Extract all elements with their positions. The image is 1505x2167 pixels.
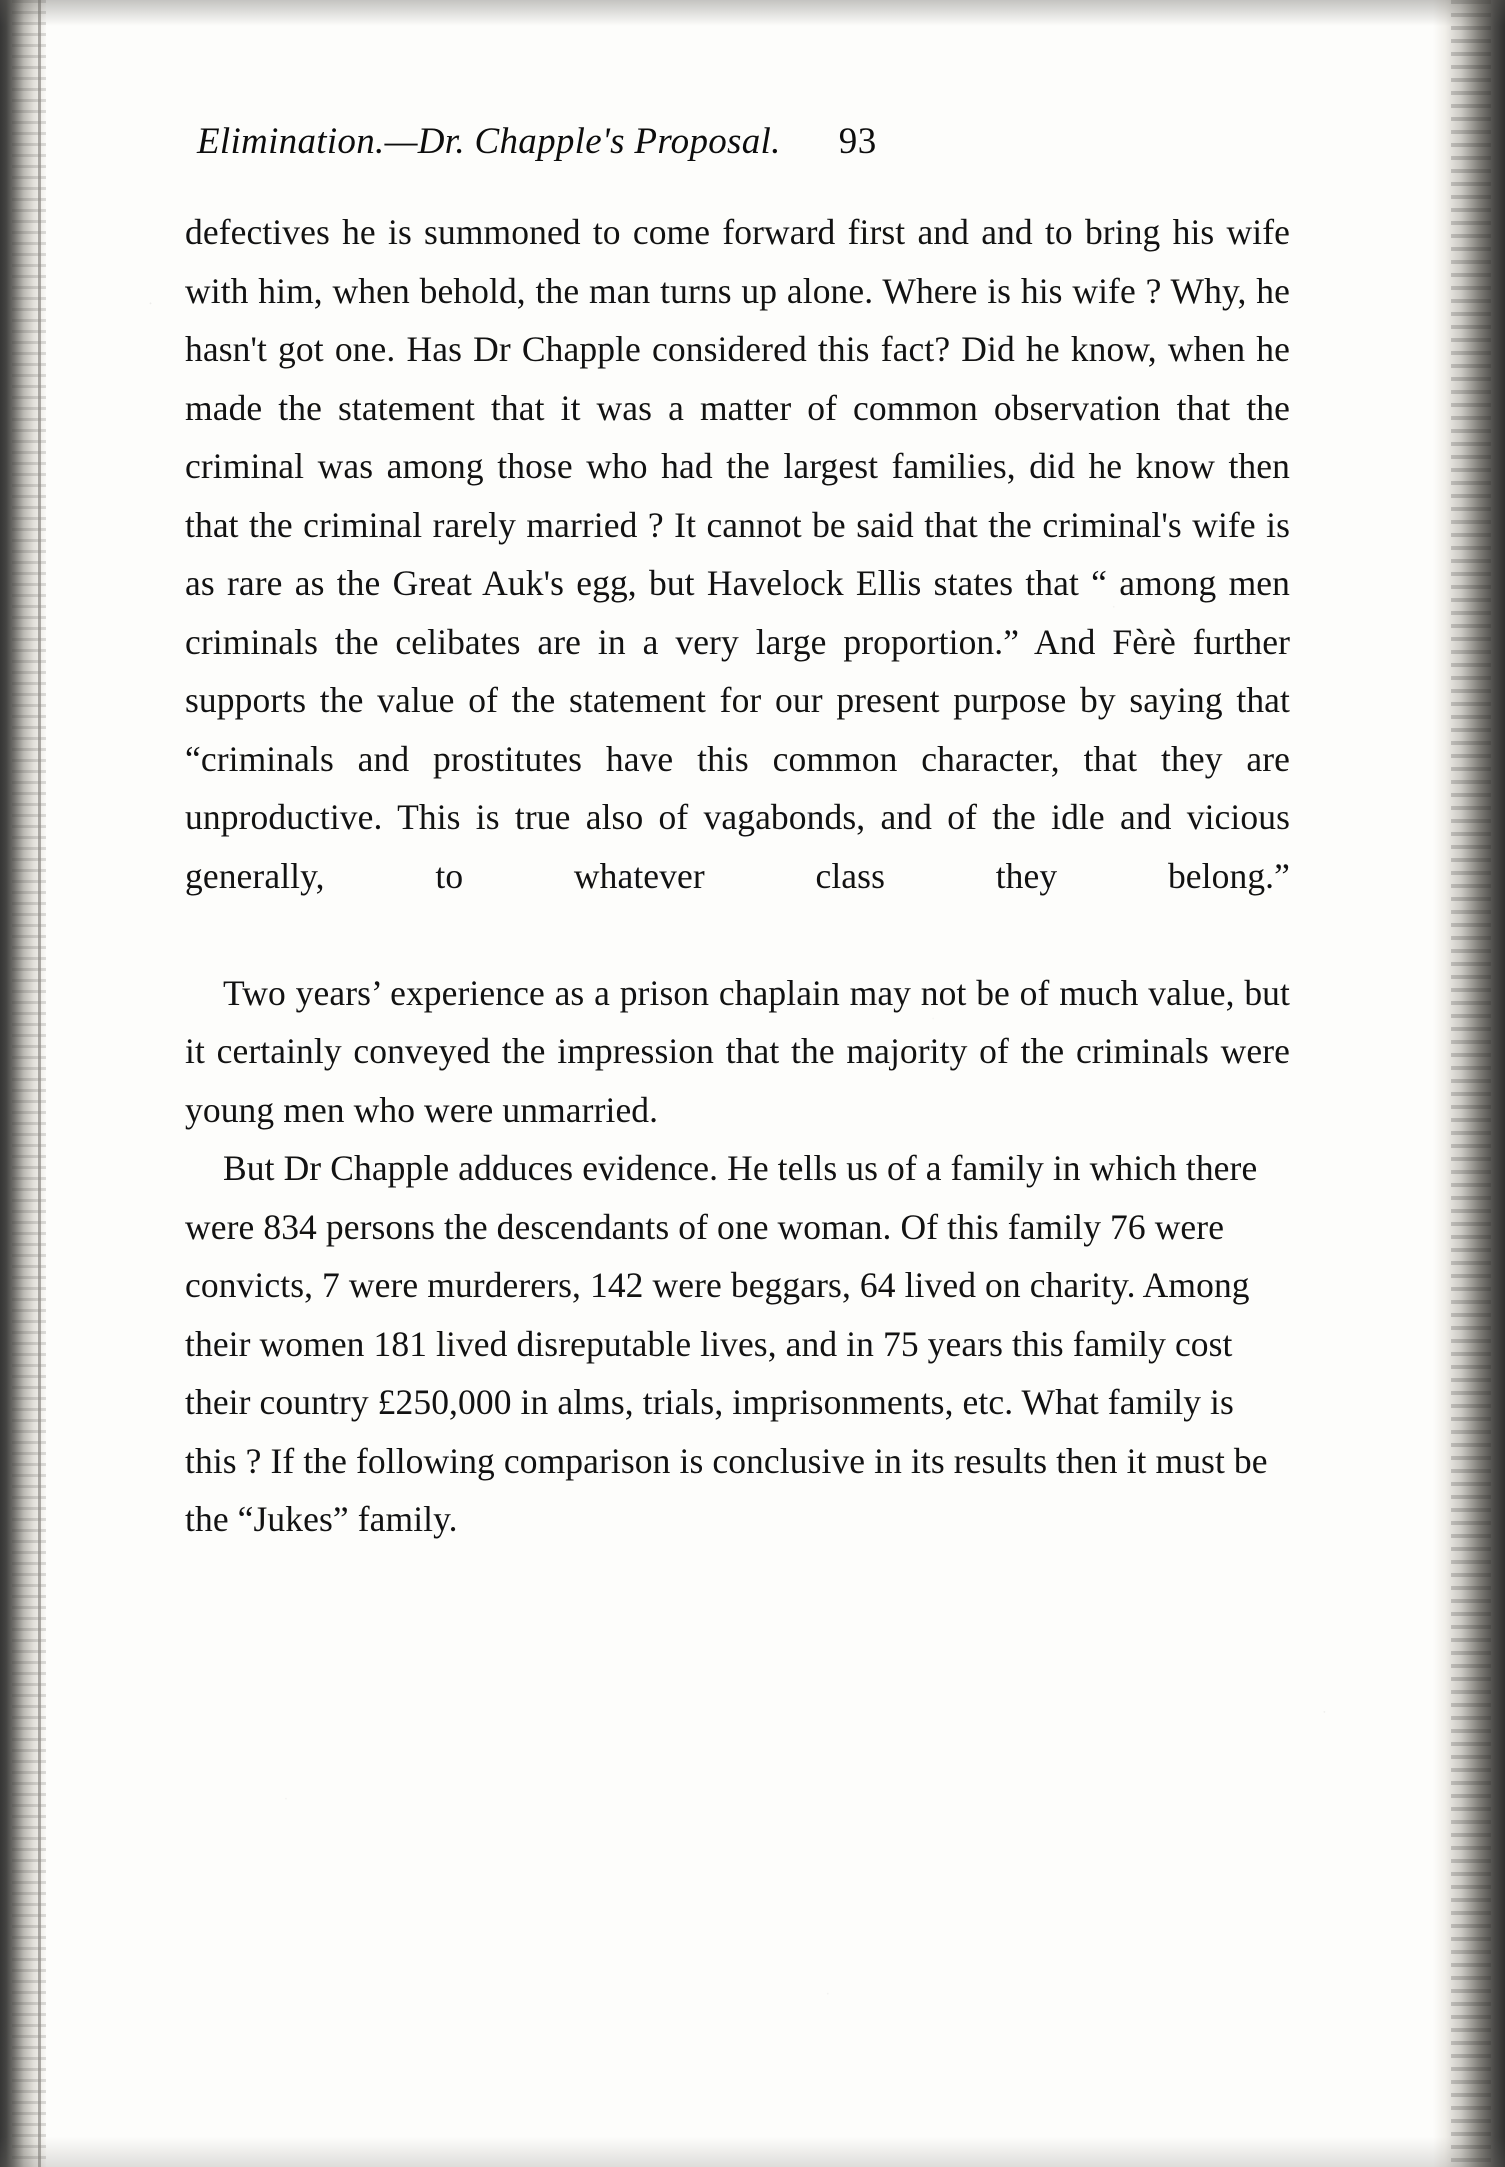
body-text (185, 203, 1290, 1549)
page-number: 93 (838, 121, 877, 162)
paragraph-2: Two years’ experience as a prison chaplain may not be of much value, but it certainly conveyed the impression that the majority of the criminals were young men who were unmarried. (185, 972, 1290, 1130)
page-content (185, 120, 1290, 1549)
paragraph-3: But Dr Chapple adduces evidence. He tells us of a family in which there were 834 persons the descendants of one woman. Of this family 76 were convicts, 7 were murderers, 142 were beggars, 64 lived on charity. Among their women 181 lived disreputable lives, and in 75 years this family cost their country £250,000 in alms, trials, imprisonments, etc. What family is this ? If the following comparison is conclusive in its results then it must be the “Jukes” family. (185, 1148, 1268, 1539)
running-head (185, 120, 1290, 163)
bottom-edge-shadow (0, 2137, 1505, 2167)
left-binding-line (38, 0, 41, 2167)
page-title: Elimination.—Dr. Chapple's Proposal. (197, 121, 781, 162)
right-binding-texture (1451, 0, 1491, 2167)
paragraph-1: defectives he is summoned to come forward first and and to bring his wife with him, when behold, the man turns up alone. Where is his wife ? Why, he hasn't got one. Has Dr Chapple considered this fact? Did he know, when he made the statement that it was a matter of common observation that the criminal was among those who had the largest families, did he know then that the criminal rarely married ? It cannot be said that the criminal's wife is as rare as the Great Auk's egg, but Havelock Ellis states that “ among men criminals the celibates are in a very large proportion.” And Fèrè further supports the value of the statement for our present purpose by saying that “criminals and prostitutes have this common character, that they are unproductive. This is true also of vagabonds, and of the idle and vicious generally, to whatever class they belong.” (185, 212, 1290, 896)
top-edge-shadow (0, 0, 1505, 26)
